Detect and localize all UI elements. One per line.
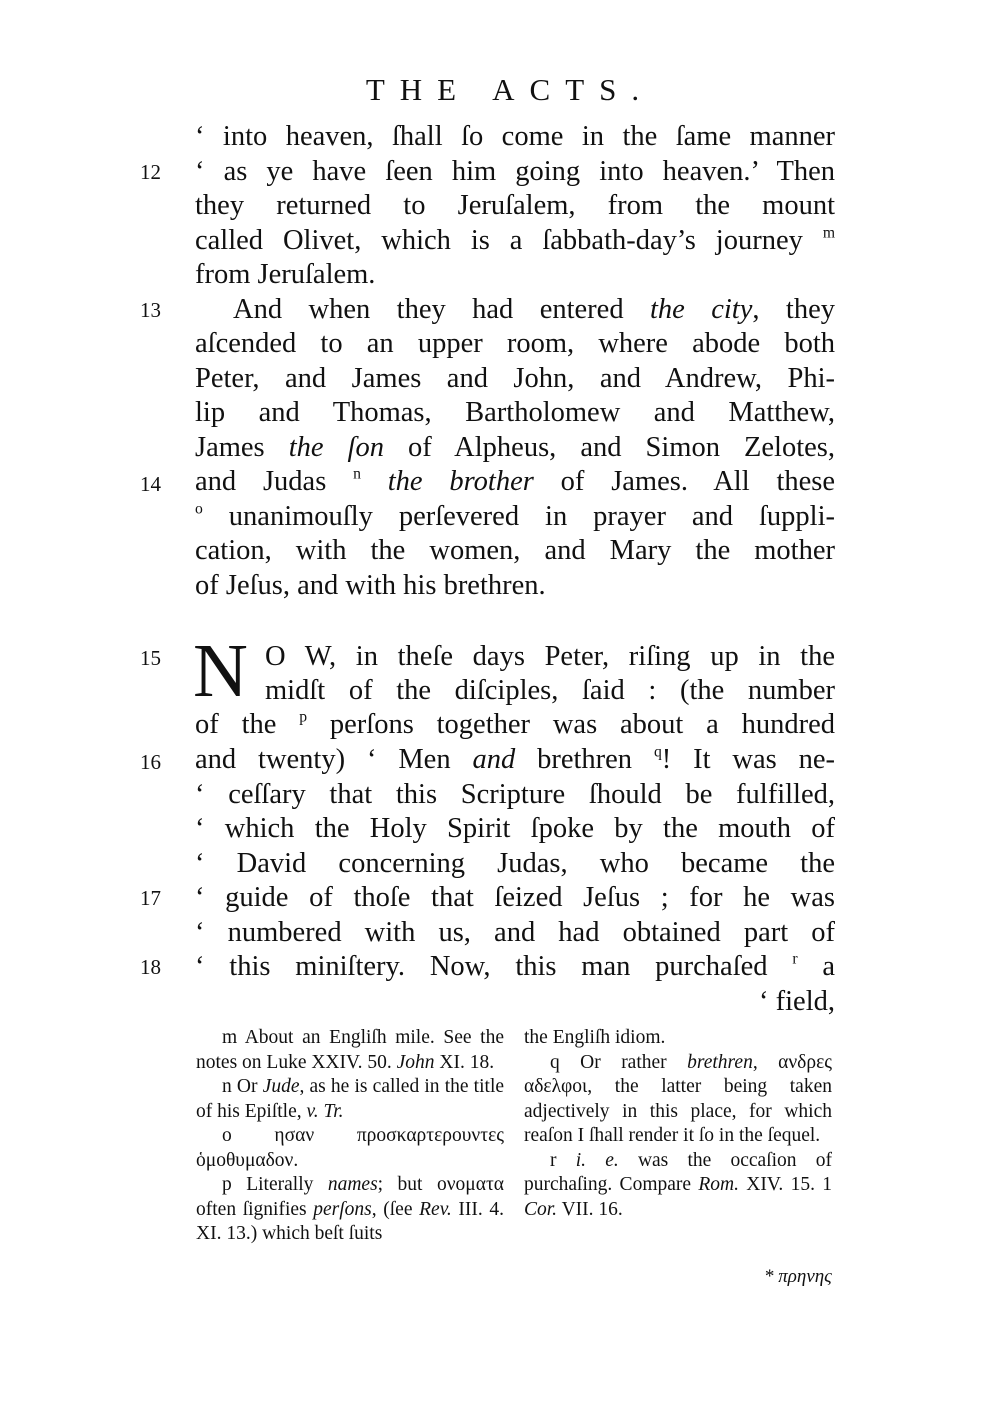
italic-text: Jude: [262, 1076, 300, 1097]
footnote-text: III. 4. XI. 13.) which beſt ſuits: [196, 1198, 505, 1244]
text-line: [195, 224, 835, 258]
footnote-marker: m: [822, 224, 835, 242]
footnote-text: XIV. 15. 1: [746, 1174, 832, 1195]
footnote-marker: p: [299, 708, 308, 726]
footnote-marker: n: [353, 465, 361, 483]
footnote-r: [524, 1149, 832, 1223]
footnote-text: , ανδρες αδελφοι, the latter being taken adjectively in this place, for which reaſon I ſhall render it ſo in the ſequel.: [524, 1051, 832, 1146]
text-run: and Judas: [195, 466, 327, 497]
text-run: of James. All these: [560, 466, 835, 497]
text-line: from Jeruſalem.: [195, 259, 376, 290]
verse-number: 16: [140, 750, 161, 774]
footnotes-left-column: [196, 1026, 504, 1247]
verse-number: 13: [140, 298, 161, 322]
text-run: And when they had entered: [233, 294, 624, 325]
text-run: called Olivet, which is a ſabbath-day’s journey: [195, 225, 803, 256]
verse-number: 12: [140, 160, 161, 184]
drop-cap: N: [193, 629, 248, 713]
running-header: THE ACTS.: [365, 72, 655, 107]
text-line: Peter, and James and John, and Andrew, Phi-: [195, 363, 835, 394]
text-line: [195, 500, 835, 534]
footnote-p: [196, 1173, 504, 1247]
text-line: O W, in theſe days Peter, riſing up in the: [265, 641, 835, 672]
italic-text: the ſon: [288, 432, 384, 463]
verse-number: 17: [140, 886, 161, 910]
text-run: of the: [195, 709, 277, 740]
text-line: ‘ which the Holy Spirit ſpoke by the mouth of: [195, 813, 835, 844]
footnote-marker: o: [195, 500, 203, 518]
text-run: James: [195, 432, 265, 463]
text-line: [195, 743, 835, 777]
text-line: [195, 293, 835, 327]
text-run: of Alpheus, and Simon Zelotes,: [407, 432, 835, 463]
text-line: [195, 708, 835, 742]
footnote-marker: r: [792, 950, 798, 968]
footnotes-right-column: [524, 1026, 832, 1222]
text-run: brethren: [537, 744, 633, 775]
italic-text: v. Tr.: [306, 1100, 344, 1122]
footnote-text: XI. 18.: [439, 1051, 495, 1073]
text-run: ‘ this miniſtery. Now, this man purchaſed: [195, 951, 768, 982]
footnote-text: o ησαν προσκαρτερουντες ὁμοθυμαδον.: [196, 1125, 504, 1171]
footnote-m: [196, 1026, 504, 1075]
italic-text: names: [327, 1174, 378, 1195]
italic-text: the city: [650, 294, 753, 325]
verse-number: 15: [140, 646, 161, 670]
italic-text: Rom.: [698, 1174, 739, 1195]
italic-text: and: [472, 744, 516, 775]
footnote-q: [524, 1051, 832, 1149]
text-line: of Jeſus, and with his brethren.: [195, 570, 546, 601]
footnote-continuation: [524, 1026, 832, 1051]
verse-number: 18: [140, 955, 161, 979]
text-line: cation, with the women, and Mary the mother: [195, 535, 835, 566]
text-run: , they: [752, 294, 835, 325]
italic-text: perſons: [313, 1198, 372, 1220]
text-line: midſt of the diſciples, ſaid : (the number: [265, 675, 835, 706]
catchword: * πρηνης: [764, 1266, 832, 1287]
italic-text: Rev.: [419, 1198, 452, 1220]
text-line: ‘ ceſſary that this Scripture ſhould be fulfilled,: [195, 779, 835, 810]
italic-text: brethren: [687, 1051, 753, 1073]
footnote-text: m About an Engliſh mile. See the notes on Luke XXIV. 50.: [196, 1027, 504, 1073]
italic-text: John: [396, 1051, 435, 1073]
text-line: they returned to Jeruſalem, from the mount: [195, 190, 835, 221]
footnote-n: [196, 1075, 504, 1124]
footnote-o: [196, 1124, 504, 1173]
text-line: ‘ David concerning Judas, who became the: [195, 848, 835, 879]
footnote-text: ; but ονοματα often ſignifies: [196, 1174, 504, 1220]
italic-text: the brother: [387, 466, 534, 497]
footnote-text: q Or rather: [550, 1051, 667, 1073]
text-line: ‘ as ye have ſeen him going into heaven.’ Then: [195, 156, 835, 187]
text-line: ‘ into heaven, ſhall ſo come in the ſame manner: [195, 121, 835, 152]
text-run: perſons together was about a hundred: [329, 709, 836, 740]
footnote-text: VII. 16.: [561, 1198, 623, 1220]
text-run: ! It was ne-: [661, 744, 836, 775]
text-line: ‘ guide of thoſe that ſeized Jeſus ; for he was: [195, 882, 835, 913]
footnote-marker: q: [653, 743, 662, 761]
footnote-text: r: [550, 1149, 557, 1171]
footnote-text: was the occaſion of purchaſing. Compare: [524, 1149, 832, 1195]
text-line: aſcended to an upper room, where abode both: [195, 328, 835, 359]
footnote-text: n Or: [222, 1076, 258, 1097]
footnote-text: , (ſee: [371, 1198, 413, 1220]
text-line: ‘ field,: [759, 986, 835, 1017]
verse-number: 14: [140, 472, 161, 496]
text-run: and twenty) ‘ Men: [195, 744, 451, 775]
text-line: [195, 950, 835, 984]
text-line: [195, 431, 835, 465]
footnote-text: the Engliſh idiom.: [524, 1027, 666, 1048]
text-run: unanimouſly perſevered in prayer and ſuppli-: [228, 501, 836, 532]
footnote-text: p Literally: [222, 1174, 314, 1195]
footnote-text: , as he is called in the title of his Epiſtle,: [196, 1076, 505, 1122]
text-run: a: [822, 951, 836, 982]
text-line: ‘ numbered with us, and had obtained part of: [195, 917, 835, 948]
text-line: [195, 465, 835, 499]
italic-text: i. e.: [575, 1149, 619, 1171]
italic-text: Cor.: [524, 1198, 558, 1220]
text-line: lip and Thomas, Bartholomew and Matthew,: [195, 397, 835, 428]
